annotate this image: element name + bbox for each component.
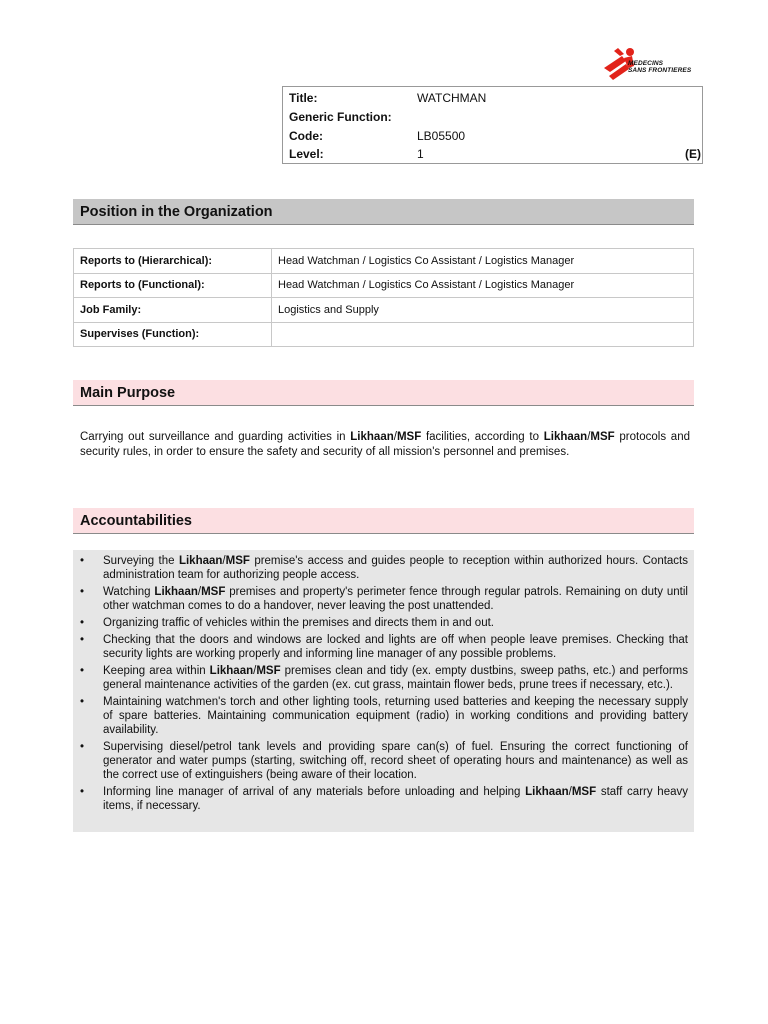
item-text: premises clean and tidy (ex. empty dustbins, sweep paths, etc.) and performs general maintenance activities of the garden (ex. cut grass, maintain flower beds, prune trees if necessary, etc.).	[103, 664, 689, 691]
table-row	[74, 322, 694, 347]
msf-name: MSF	[571, 786, 597, 799]
org-name: Likhaan	[209, 664, 254, 677]
slash: /	[253, 664, 257, 677]
job-family-label: Job Family:	[74, 298, 272, 323]
main-purpose-text	[80, 430, 690, 459]
item-text: premises and property's perimeter fence through regular patrols. Remaining on duty until other watchman comes to do a handover, never leaving the post unattended.	[103, 586, 688, 613]
reports-functional-label: Reports to (Functional):	[74, 273, 272, 298]
code-label: Code:	[289, 129, 323, 143]
org-name: Likhaan	[154, 586, 198, 598]
list-item	[80, 664, 689, 692]
list-item	[80, 633, 688, 661]
org-name: Likhaan	[350, 431, 394, 443]
bullet: •	[80, 555, 85, 567]
table-row	[74, 249, 694, 274]
bullet: •	[80, 695, 85, 708]
item-text: Surveying the	[103, 555, 179, 567]
bullet: •	[80, 617, 85, 629]
main-purpose-heading: Main Purpose	[73, 380, 694, 406]
purpose-part: protocols and security rules, in order to ensure the safety and security of all mission's personnel and premises.	[80, 431, 690, 458]
title-value: WATCHMAN	[417, 91, 487, 105]
job-family-value: Logistics and Supply	[272, 298, 694, 323]
reports-functional-value: Head Watchman / Logistics Co Assistant / Logistics Manager	[272, 273, 694, 298]
list-item	[80, 785, 688, 813]
list-item	[80, 585, 688, 613]
msf-name: MSF	[256, 664, 281, 677]
org-name: Likhaan	[178, 555, 223, 567]
org-name: Likhaan	[525, 786, 569, 799]
slash: /	[587, 431, 591, 443]
generic-function-label: Generic Function:	[289, 110, 392, 124]
item-text: Checking that the doors and windows are locked and lights are off when people leave premises. Checking that security lights are working properly and informing line manager of any possible problems.	[103, 633, 688, 660]
purpose-part: facilities, according to	[421, 431, 544, 443]
item-text: Watching	[103, 586, 155, 598]
slash: /	[197, 586, 202, 598]
item-text: Organizing traffic of vehicles within the premises and directs them in and out.	[103, 617, 494, 629]
accountabilities-list	[73, 550, 694, 814]
item-text: Supervising diesel/petrol tank levels and providing spare can(s) of fuel. Ensuring the correct functioning of generator and water pumps (starting, switching off, record sheet of operating hours and maintenance) as well as the correct use of extinguishers (being aware of their location.	[103, 741, 688, 782]
purpose-part: Carrying out surveillance and guarding activities in	[80, 431, 351, 443]
org-name: Likhaan	[543, 431, 588, 443]
bullet: •	[80, 741, 85, 753]
bullet: •	[80, 633, 85, 646]
logo-line2: SANS FRONTIERES	[628, 67, 692, 74]
accountabilities-heading: Accountabilities	[73, 508, 694, 534]
msf-name: MSF	[201, 586, 226, 598]
reports-hierarchical-label: Reports to (Hierarchical):	[74, 249, 272, 274]
slash: /	[222, 555, 226, 567]
item-text: Informing line manager of arrival of any materials before unloading and helping	[103, 786, 526, 799]
table-row	[74, 273, 694, 298]
title-label: Title:	[289, 91, 318, 105]
list-item	[80, 695, 688, 738]
slash: /	[393, 431, 397, 443]
msf-name: MSF	[225, 555, 250, 567]
level-value: 1	[417, 147, 424, 161]
supervises-label: Supervises (Function):	[74, 322, 272, 347]
logo-text	[628, 60, 691, 74]
accountabilities-box	[73, 550, 694, 832]
bullet: •	[80, 786, 85, 799]
logo-line1: MEDECINS	[628, 60, 664, 67]
list-item	[80, 554, 689, 582]
msf-name: MSF	[590, 431, 615, 443]
msf-name: MSF	[396, 431, 422, 443]
item-text: premise's access and guides people to reception within authorized hours. Contacts administration team for authorizing people access.	[103, 555, 689, 582]
position-heading: Position in the Organization	[73, 199, 694, 225]
item-text: Keeping area within	[103, 664, 210, 677]
list-item	[80, 740, 688, 783]
grade-value: (E)	[685, 147, 701, 161]
item-text: staff carry heavy items, if necessary.	[103, 786, 688, 813]
table-row	[74, 298, 694, 323]
level-label: Level:	[289, 147, 324, 161]
code-value: LB05500	[417, 129, 466, 143]
bullet: •	[80, 664, 85, 677]
slash: /	[568, 786, 572, 799]
position-table	[73, 248, 694, 347]
item-text: Maintaining watchmen's torch and other lighting tools, returning used batteries and keeping the necessary supply of spare batteries. Maintaining communication equipment (radio) in working conditions and providing battery availability.	[103, 695, 688, 737]
bullet: •	[80, 586, 85, 598]
list-item	[80, 616, 688, 630]
job-header-box	[282, 86, 703, 164]
supervises-value	[272, 322, 694, 347]
reports-hierarchical-value: Head Watchman / Logistics Co Assistant / Logistics Manager	[272, 249, 694, 274]
